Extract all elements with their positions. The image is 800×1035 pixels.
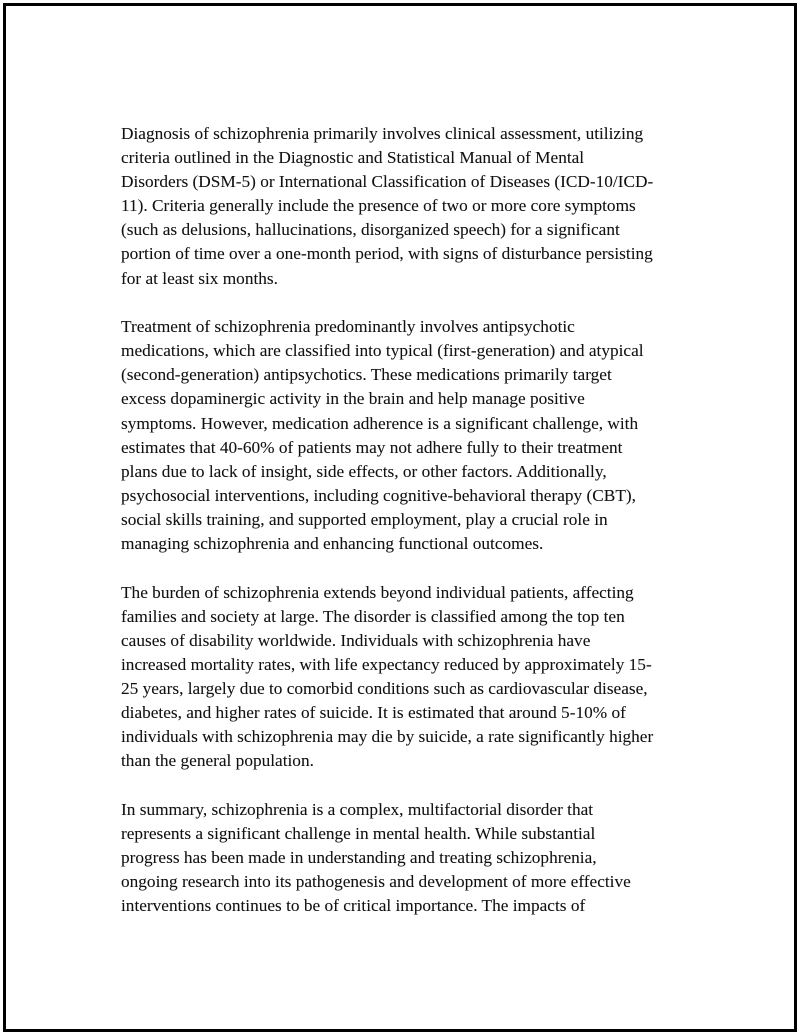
text-line: Disorders (DSM-5) or International Classification of Diseases (ICD-10/ICD- [121,172,654,192]
text-line: interventions continues to be of critical importance. The impacts of [121,896,586,916]
text-line: managing schizophrenia and enhancing functional outcomes. [121,534,544,553]
text-line: (second-generation) antipsychotics. These medications primarily target [121,365,612,385]
text-line: estimates that 40-60% of patients may not adhere fully to their treatment [121,437,623,457]
paragraph-treatment [121,315,701,556]
paragraph-diagnosis [121,122,701,291]
document-body [121,122,701,943]
text-line: 25 years, largely due to comorbid conditions such as cardiovascular disease, [121,678,648,698]
text-line: than the general population. [121,751,314,771]
text-line: diabetes, and higher rates of suicide. It is estimated that around 5-10% of [121,703,626,723]
text-line: (such as delusions, hallucinations, disorganized speech) for a significant [121,220,620,240]
text-line: represents a significant challenge in mental health. While substantial [121,823,596,843]
text-line: In summary, schizophrenia is a complex, multifactorial disorder that [121,799,594,819]
text-line: symptoms. However, medication adherence is a significant challenge, with [121,413,639,433]
text-line: portion of time over a one-month period, with signs of disturbance persisting [121,244,653,264]
paragraph-burden [121,581,701,774]
text-line: families and society at large. The disorder is classified among the top ten [121,606,625,626]
text-line: causes of disability worldwide. Individuals with schizophrenia have [121,630,591,650]
text-line: individuals with schizophrenia may die by suicide, a rate significantly higher [121,727,654,747]
text-line: medications, which are classified into typical (first-generation) and atypical [121,341,644,361]
text-line: psychosocial interventions, including cognitive-behavioral therapy (CBT), [121,485,636,505]
text-line: Diagnosis of schizophrenia primarily involves clinical assessment, utilizing [121,124,644,143]
paragraph-summary [121,798,701,918]
text-line: The burden of schizophrenia extends beyond individual patients, affecting [121,582,634,602]
text-line: Treatment of schizophrenia predominantly involves antipsychotic [121,317,575,337]
text-line: excess dopaminergic activity in the brain and help manage positive [121,389,585,409]
text-line: ongoing research into its pathogenesis and development of more effective [121,872,631,892]
text-line: plans due to lack of insight, side effects, or other factors. Additionally, [121,461,607,481]
text-line: criteria outlined in the Diagnostic and Statistical Manual of Mental [121,148,585,168]
text-line: increased mortality rates, with life expectancy reduced by approximately 15- [121,654,652,674]
page-frame [3,3,797,1032]
text-line: for at least six months. [121,268,278,288]
text-line: progress has been made in understanding and treating schizophrenia, [121,848,597,868]
text-line: 11). Criteria generally include the presence of two or more core symptoms [121,196,636,216]
text-line: social skills training, and supported employment, play a crucial role in [121,509,608,529]
